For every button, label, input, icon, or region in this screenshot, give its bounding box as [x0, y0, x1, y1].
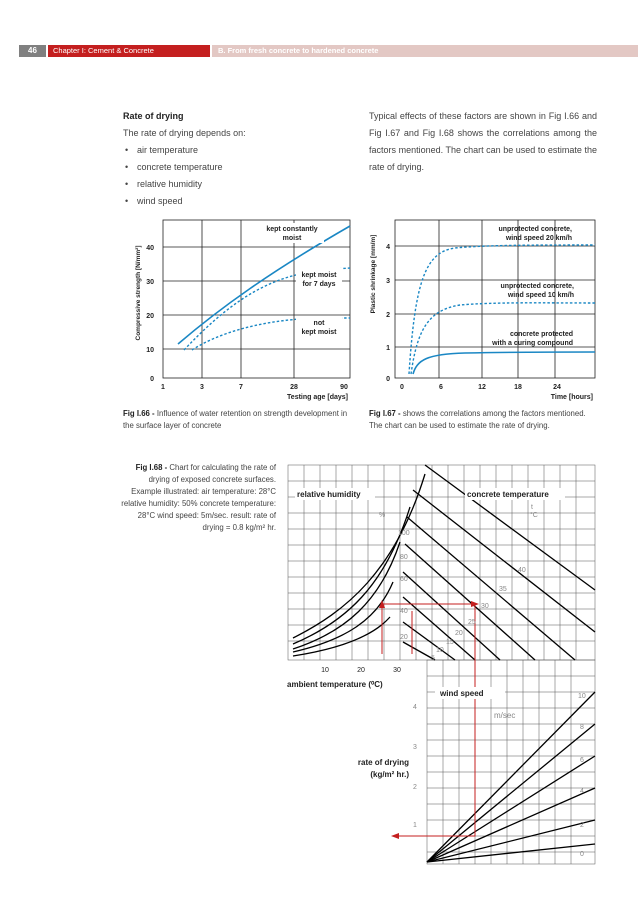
fig66-annotation: kept moist	[301, 272, 337, 279]
rate-tick: 2	[413, 784, 417, 791]
fig67-series-20kmh	[409, 245, 595, 374]
wind-speed-value: 2	[580, 822, 584, 829]
fig67-annotation: wind speed 10 km/h	[507, 292, 574, 299]
fig68-caption: Chart for calculating the rate of drying of exposed concrete surfaces. Example illustrated: air temperature: 28°C relative humidity: 50% concrete temperature: 28°C wind speed: 5m/sec. result: rate of drying = 0.8 kg/m² hr.	[121, 463, 276, 532]
fig66-grid	[163, 220, 350, 378]
fig66-label: Fig I.66 -	[123, 409, 155, 418]
relative-humidity-label: relative humidity	[297, 490, 361, 499]
fig67-label: Fig I.67 -	[369, 409, 401, 418]
concrete-temp-value: 20	[455, 630, 463, 637]
rate-tick: 3	[413, 744, 417, 751]
wind-speed-value: 10	[578, 693, 586, 700]
fig66-chart	[120, 212, 360, 406]
fig67-ylabel: Plastic shrinkage [mm/m]	[370, 234, 377, 314]
fig66-ytick: 30	[146, 279, 154, 286]
fig68-nomogram	[285, 462, 600, 872]
rate-of-drying-unit: (kg/m² hr.)	[370, 770, 409, 779]
concrete-temp-value: 25	[468, 619, 476, 626]
fig67-annotation: concrete protected	[509, 331, 573, 338]
wind-speed-value: 6	[580, 757, 584, 764]
concrete-temp-value: 10	[436, 647, 444, 654]
fig68-label: Fig I.68 -	[135, 463, 168, 472]
factor-list	[123, 142, 343, 210]
list-item: • concrete temperature	[123, 159, 343, 176]
humidity-value: 20	[400, 634, 408, 641]
fig66-caption: Influence of water retention on strength development in the surface layer of concrete	[123, 409, 348, 430]
fig67-annotation: unprotected concrete,	[500, 283, 574, 290]
ambient-temperature-label: ambient temperature (⁰C)	[287, 680, 383, 689]
section-title: B. From fresh concrete to hardened concrete	[212, 45, 638, 57]
fig67-caption: shows the correlations among the factors mentioned. The chart can be used to estimate the rate of drying.	[369, 409, 586, 430]
fig66-ytick: 0	[150, 376, 154, 383]
fig67-ytick: 3	[386, 278, 390, 285]
wind-speed-value: 8	[580, 724, 584, 731]
ambient-temp-tick: 10	[321, 667, 329, 674]
ambient-temp-tick: 20	[357, 667, 365, 674]
fig67-ytick: 2	[386, 312, 390, 319]
fig66-xtick: 1	[161, 384, 165, 391]
fig67-annotation: unprotected concrete,	[498, 226, 572, 233]
wind-unit: m/sec	[494, 711, 516, 720]
fig67-ytick: 0	[386, 376, 390, 383]
humidity-value: 100	[398, 530, 410, 537]
fig67-xtick: 6	[439, 384, 443, 391]
humidity-curves	[293, 474, 425, 656]
fig66-xtick: 90	[340, 384, 348, 391]
ambient-temp-tick: 30	[393, 667, 401, 674]
wind-speed-value: 4	[580, 788, 584, 795]
wind-speed-value: 0	[580, 851, 584, 858]
fig66-ytick: 40	[146, 245, 154, 252]
fig67-annotation: with a curing compound	[492, 340, 573, 347]
fig66-xtick: 3	[200, 384, 204, 391]
right-paragraph: Typical effects of these factors are shown in Fig I.66 and Fig I.67 and Fig I.68 shows the correlations among the factors mentioned. The chart can be used to estimate the rate of drying.	[369, 111, 597, 172]
page-number: 46	[19, 45, 46, 57]
fig67-xtick: 12	[478, 384, 486, 391]
page-header	[0, 45, 638, 57]
fig66-annotation: for 7 days	[302, 281, 336, 288]
fig66-annotation: not	[313, 320, 325, 327]
concrete-temp-unit-2: °C	[530, 512, 538, 519]
rate-of-drying-label: rate of drying	[357, 758, 409, 767]
fig66-annotation: moist	[282, 235, 302, 242]
fig67-caption-block	[369, 408, 594, 432]
fig67-grid	[395, 220, 595, 378]
concrete-temperature-label: concrete temperature	[467, 490, 549, 499]
concrete-temp-value: 5	[431, 655, 435, 662]
fig67-xtick: 24	[553, 384, 561, 391]
fig67-annotation: wind speed 20 km/h	[505, 235, 572, 242]
concrete-temp-value: 35	[499, 586, 507, 593]
fig67-xtick: 18	[514, 384, 522, 391]
list-item: • air temperature	[123, 142, 343, 159]
humidity-unit: %	[379, 512, 386, 519]
fig66-xtick: 28	[290, 384, 298, 391]
fig66-caption-block	[123, 408, 348, 432]
concrete-temp-unit-1: t	[531, 504, 533, 511]
humidity-value: 60	[400, 576, 408, 583]
concrete-temp-value: 30	[481, 603, 489, 610]
left-text-block	[123, 108, 343, 210]
humidity-value: 40	[400, 608, 408, 615]
humidity-value: 80	[400, 554, 408, 561]
list-item: • relative humidity	[123, 176, 343, 193]
chapter-title: Chapter I: Cement & Concrete	[48, 45, 210, 57]
fig66-ylabel: Compressive strength [N/mm²]	[135, 245, 142, 341]
fig67-xtick: 0	[400, 384, 404, 391]
concrete-temp-value: 40	[518, 567, 526, 574]
fig66-ytick: 20	[146, 313, 154, 320]
concrete-temp-value: 15	[446, 639, 454, 646]
fig66-annotation: kept moist	[301, 329, 337, 336]
fig66-annotation: kept constantly	[266, 226, 318, 233]
fig67-series-curing-compound	[413, 352, 595, 374]
fig67-xlabel: Time [hours]	[550, 394, 593, 401]
rate-of-drying-heading: Rate of drying	[123, 111, 184, 121]
rate-tick: 1	[413, 822, 417, 829]
fig67-ytick: 4	[386, 244, 390, 251]
intro-text: The rate of drying depends on:	[123, 128, 246, 138]
fig66-ytick: 10	[146, 347, 154, 354]
wind-speed-label: wind speed	[440, 689, 484, 698]
fig68-caption-block	[120, 462, 276, 534]
rate-tick: 4	[413, 704, 417, 711]
example-path	[382, 604, 475, 836]
fig66-xlabel: Testing age [days]	[287, 394, 348, 401]
fig67-ytick: 1	[386, 345, 390, 352]
list-item: • wind speed	[123, 193, 343, 210]
fig67-chart	[365, 212, 605, 406]
fig66-xtick: 7	[239, 384, 243, 391]
